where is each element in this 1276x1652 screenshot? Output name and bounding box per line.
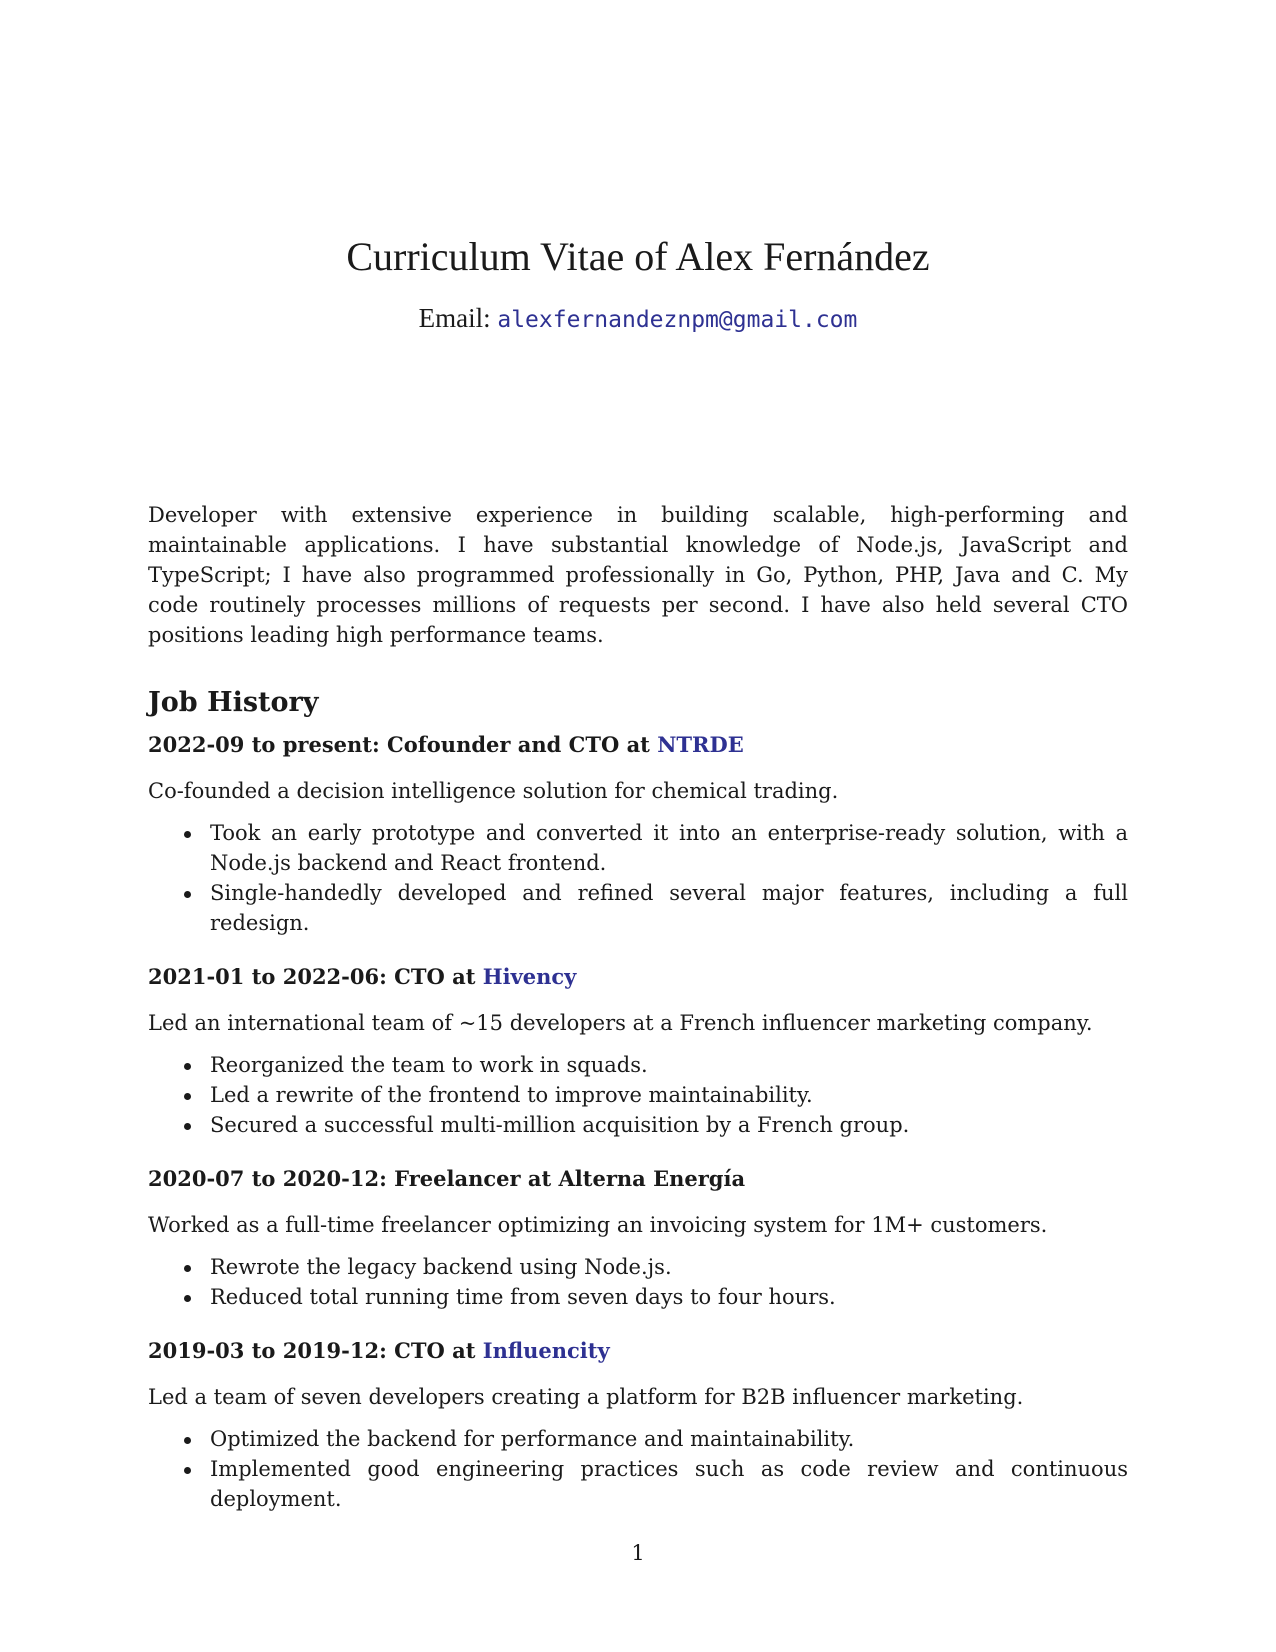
email-link[interactable]: alexfernandeznpm@gmail.com — [497, 307, 858, 333]
email-label: Email: — [418, 303, 498, 333]
job-heading — [148, 1164, 1128, 1194]
company-name: Alterna Energía — [558, 1166, 746, 1191]
job-description: Led an international team of ~15 developers at a French influencer marketing company. — [148, 1011, 1093, 1035]
bullet-icon — [184, 1063, 191, 1070]
bullet-icon — [184, 1437, 191, 1444]
job-description: Led a team of seven developers creating a platform for B2B influencer marketing. — [148, 1385, 1024, 1409]
job-bullet-list — [148, 1424, 1128, 1514]
company-link[interactable]: Influencity — [482, 1338, 610, 1363]
bullet-icon — [184, 1295, 191, 1302]
job-entry — [148, 730, 1128, 938]
job-bullet-text: Reduced total running time from seven days to four hours. — [210, 1285, 836, 1309]
job-period: 2021-01 to 2022-06: — [148, 964, 387, 989]
job-period: 2020-07 to 2020-12: — [148, 1166, 387, 1191]
job-bullet-item — [210, 1080, 1128, 1110]
job-bullet-text: Optimized the backend for performance and maintainability. — [210, 1427, 855, 1451]
cv-content — [148, 500, 1128, 1538]
company-link[interactable]: NTRDE — [657, 732, 744, 757]
job-bullet-item — [210, 1252, 1128, 1282]
bullet-icon — [184, 891, 191, 898]
job-bullet-list — [148, 1050, 1128, 1140]
job-heading — [148, 962, 1128, 992]
job-bullet-list — [148, 1252, 1128, 1312]
page-title: Curriculum Vitae of Alex Fernández — [346, 234, 930, 279]
job-bullet-text: Rewrote the legacy backend using Node.js. — [210, 1255, 672, 1279]
job-heading — [148, 1336, 1128, 1366]
company-link[interactable]: Hivency — [482, 964, 577, 989]
job-bullet-item — [210, 1050, 1128, 1080]
job-role: Cofounder and CTO at — [387, 732, 650, 757]
bullet-icon — [184, 831, 191, 838]
job-role: CTO at — [394, 1338, 476, 1363]
job-period: 2019-03 to 2019-12: — [148, 1338, 387, 1363]
job-bullet-text: Reorganized the team to work in squads. — [210, 1053, 648, 1077]
job-bullet-text: Single-handedly developed and refined several major features, including a full redesign. — [210, 881, 1128, 935]
job-history-heading: Job History — [148, 687, 319, 718]
summary-paragraph: Developer with extensive experience in building scalable, high-performing and maintainable applications. I have substantial knowledge of Node.js, JavaScript and TypeScript; I have also programmed professionally in Go, Python, PHP, Java and C. My code routinely processes millions of requests per second. I have also held several CTO positions leading high performance teams. — [148, 503, 1128, 647]
job-list — [148, 730, 1128, 1514]
email-line — [0, 301, 1276, 337]
job-entry — [148, 1336, 1128, 1514]
job-description: Worked as a full-time freelancer optimizing an invoicing system for 1M+ customers. — [148, 1213, 1048, 1237]
job-bullet-item — [210, 878, 1128, 938]
job-period: 2022-09 to present: — [148, 732, 380, 757]
job-bullet-item — [210, 1424, 1128, 1454]
page-number: 1 — [631, 1541, 645, 1565]
job-entry — [148, 1164, 1128, 1312]
bullet-icon — [184, 1123, 191, 1130]
job-bullet-item — [210, 1454, 1128, 1514]
job-bullet-text: Implemented good engineering practices such as code review and continuous deployment. — [210, 1457, 1128, 1511]
bullet-icon — [184, 1093, 191, 1100]
bullet-icon — [184, 1467, 191, 1474]
job-heading — [148, 730, 1128, 760]
bullet-icon — [184, 1265, 191, 1272]
job-role: CTO at — [394, 964, 476, 989]
job-bullet-item — [210, 818, 1128, 878]
job-description: Co-founded a decision intelligence solution for chemical trading. — [148, 779, 839, 803]
job-role: Freelancer at — [394, 1166, 552, 1191]
job-bullet-text: Led a rewrite of the frontend to improve maintainability. — [210, 1083, 813, 1107]
job-bullet-text: Took an early prototype and converted it into an enterprise-ready solution, with a Node.js backend and React frontend. — [210, 821, 1128, 875]
job-bullet-item — [210, 1110, 1128, 1140]
job-entry — [148, 962, 1128, 1140]
job-bullet-list — [148, 818, 1128, 938]
job-bullet-item — [210, 1282, 1128, 1312]
job-bullet-text: Secured a successful multi-million acquisition by a French group. — [210, 1113, 910, 1137]
